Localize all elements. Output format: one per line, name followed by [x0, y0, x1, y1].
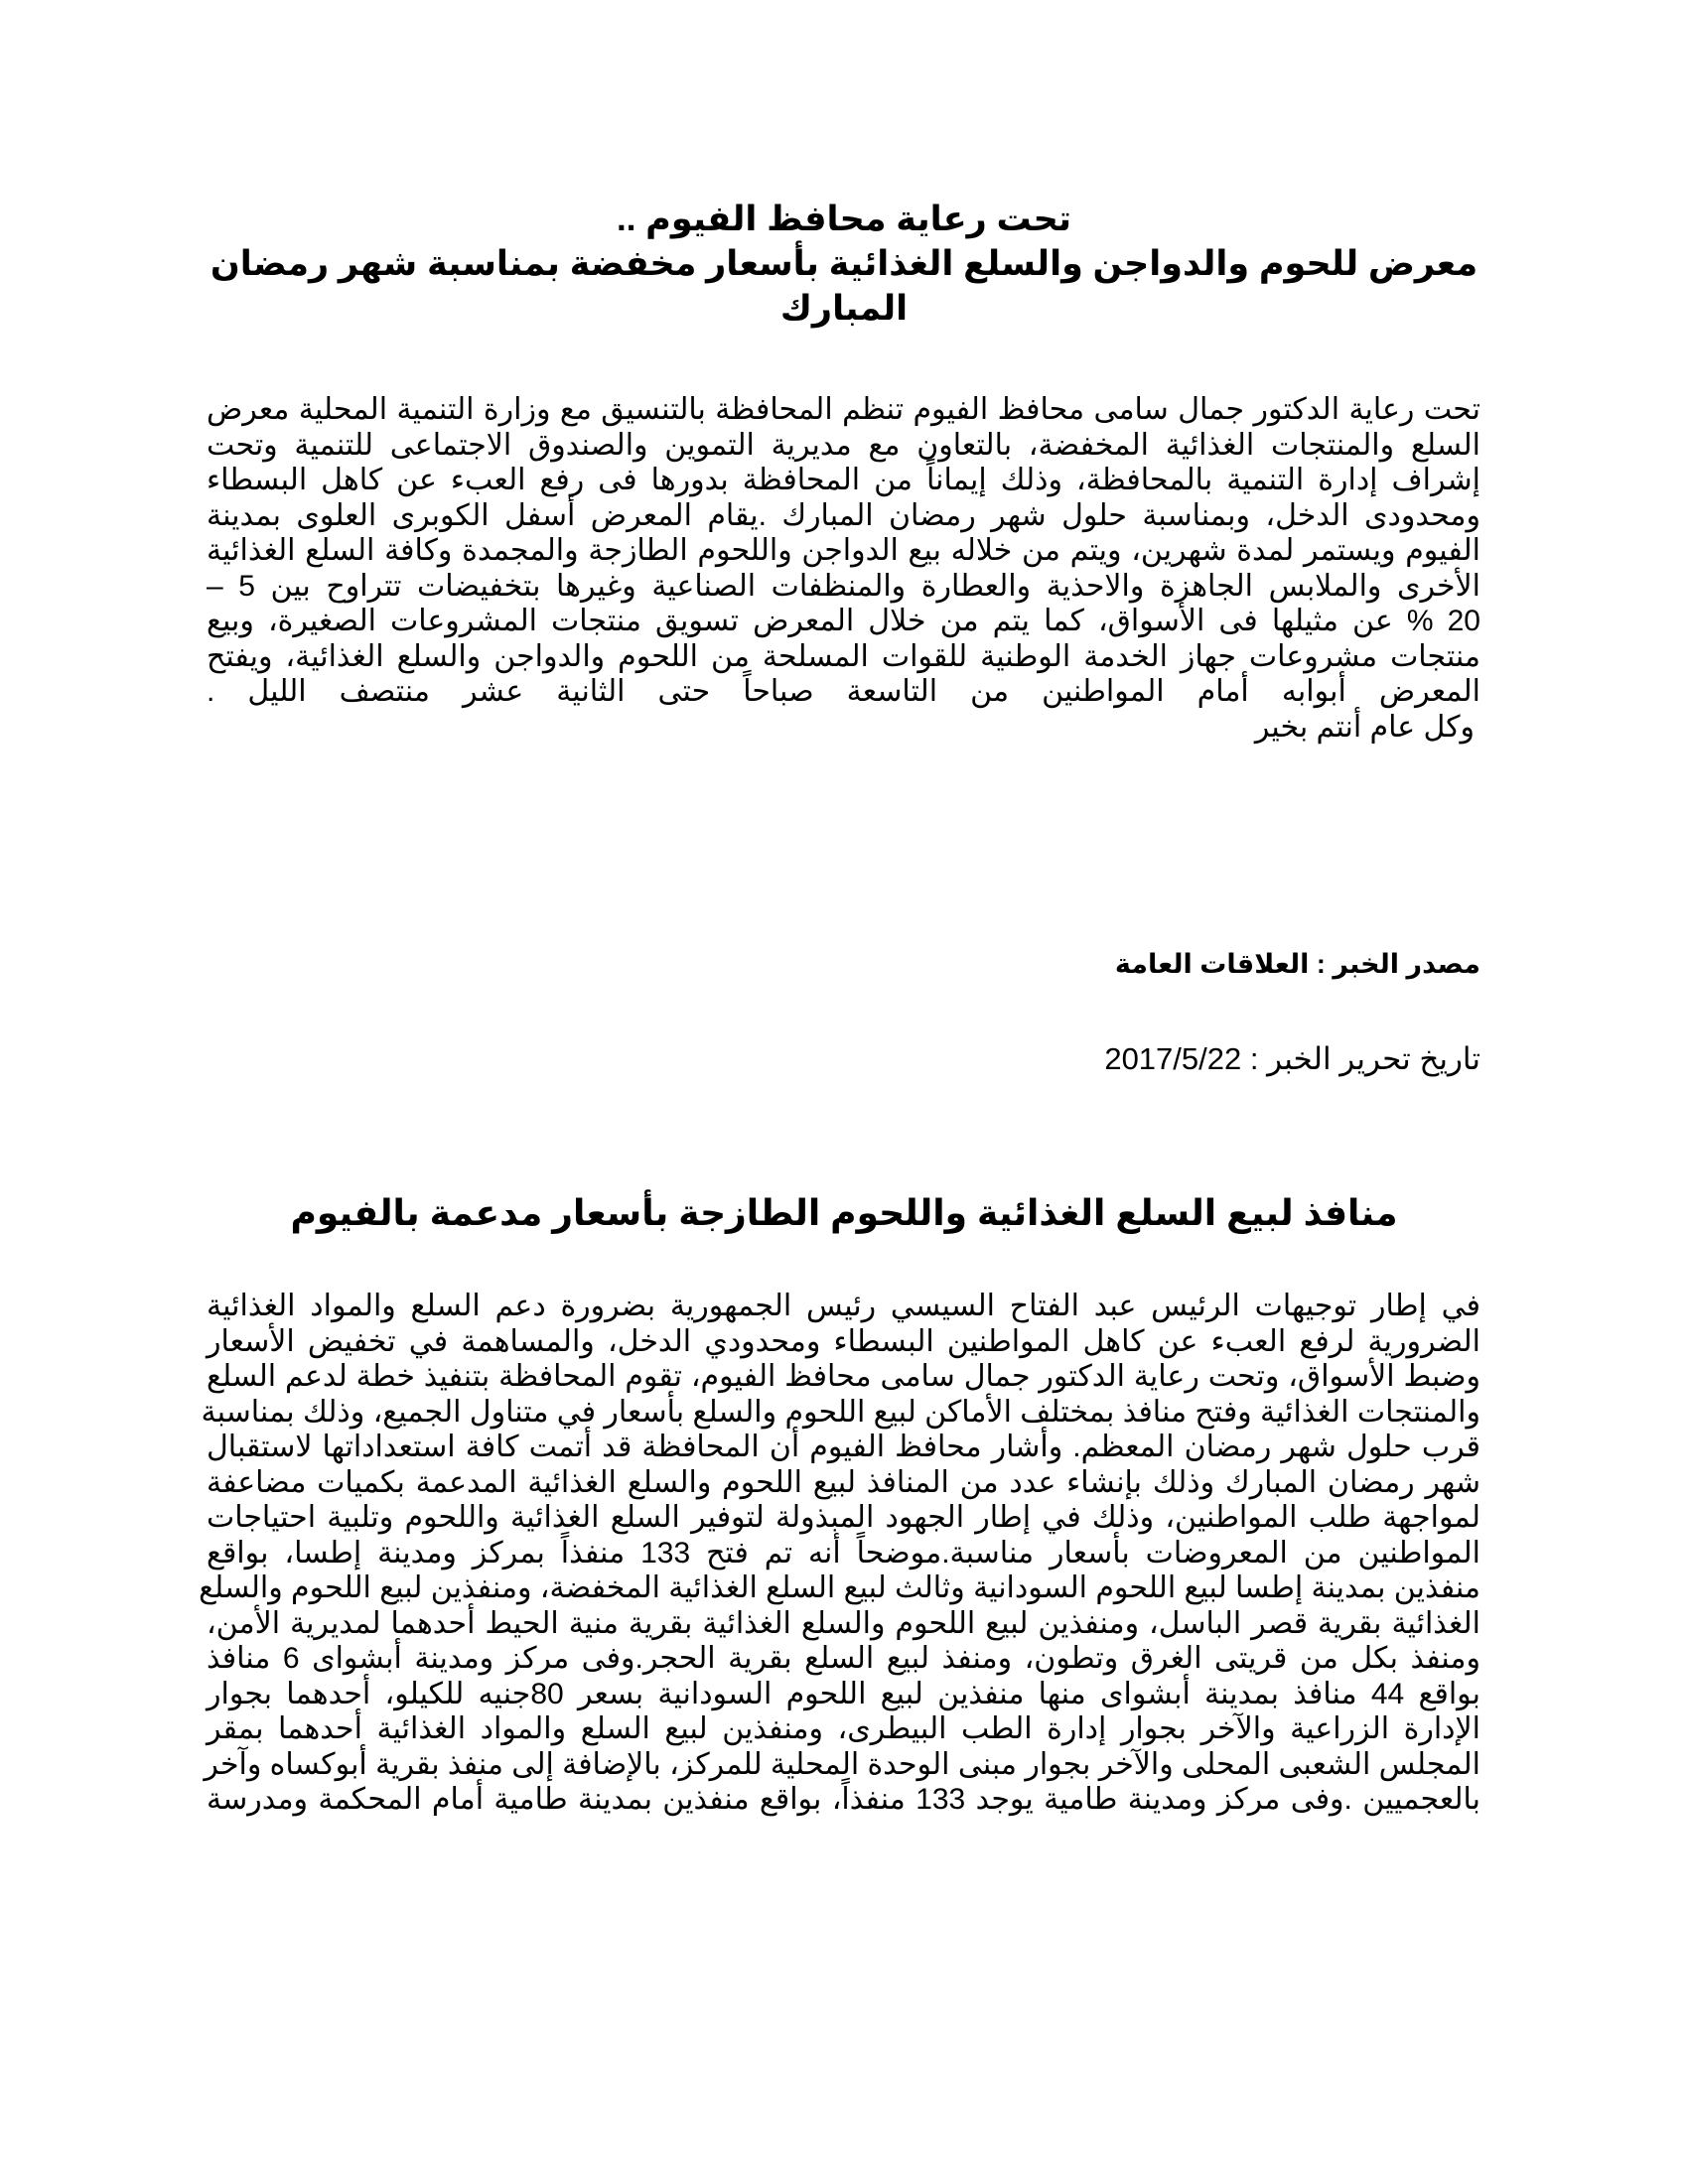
- article2-body-line: الغذائية بقرية قصر الباسل، ومنفذين لبيع اللحوم والسلع الغذائية بقرية منية الحيط أحدهما لمديرية الأمن،: [207, 1606, 1480, 1640]
- article1-body-line: المعرض أبوابه أمام المواطنين من التاسعة صباحاً حتى الثانية عشر منتصف الليل .: [207, 675, 1480, 708]
- article1-body-line: ومحدودى الدخل، وبمناسبة حلول شهر رمضان المبارك .يقام المعرض أسفل الكوبرى العلوى بمدينة: [207, 498, 1480, 532]
- article1-body-line: تحت رعاية الدكتور جمال سامى محافظ الفيوم تنظم المحافظة بالتنسيق مع وزارة التنمية المحلية معرض: [207, 393, 1480, 426]
- article1-body-line: 20 % عن مثيلها فى الأسواق، كما يتم من خلال المعرض تسويق منتجات المشروعات الصغيرة، وبيع: [207, 605, 1480, 637]
- article1-body-line: منتجات مشروعات جهاز الخدمة الوطنية للقوات المسلحة من اللحوم والدواجن والسلع الغذائية، ويفتح: [207, 639, 1480, 673]
- article1-source: مصدر الخبر : العلاقات العامة: [1114, 949, 1480, 979]
- article2-body-line: والمنتجات الغذائية وفتح منافذ بمختلف الأماكن لبيع اللحوم والسلع بأسعار في متناول الجميع، وذلك بمناسبة: [201, 1395, 1480, 1429]
- article1-closing-line: وكل عام أنتم بخير: [1254, 710, 1475, 744]
- article2-body-line: وضبط الأسواق، وتحت رعاية الدكتور جمال سامى محافظ الفيوم، تقوم المحافظة بتنفيذ خطة لدعم السلع: [207, 1360, 1480, 1393]
- article2-body-line: بالعجميين .وفى مركز ومدينة طامية يوجد 133 منفذاً، بواقع منفذين بمدينة طامية أمام المحكمة ومدرسة: [207, 1783, 1480, 1816]
- article2-body-line: لمواجهة طلب المواطنين، وذلك في إطار الجهود المبذولة لتوفير السلع الغذائية واللحوم وتلبية احتياجات: [207, 1501, 1480, 1534]
- article2-body-line: في إطار توجيهات الرئيس عبد الفتاح السيسي رئيس الجمهورية بضرورة دعم السلع والمواد الغذائية: [207, 1290, 1480, 1322]
- article2-body-line: شهر رمضان المبارك وذلك بإنشاء عدد من المنافذ لبيع اللحوم والسلع الغذائية المدعمة بكميات مضاعفة: [207, 1465, 1480, 1499]
- article2-body-line: المواطنين من المعروضات بأسعار مناسبة.موضحاً أنه تم فتح 133 منفذاً بمركز ومدينة إطسا، بواقع: [207, 1536, 1480, 1570]
- article2-body-line: قرب حلول شهر رمضان المعظم. وأشار محافظ الفيوم أن المحافظة قد أتمت كافة استعداداتها لاستقبال: [207, 1431, 1480, 1463]
- article1-title-line-3: المبارك: [779, 289, 909, 328]
- article1-title-line-2: معرض للحوم والدواجن والسلع الغذائية بأسعار مخفضة بمناسبة شهر رمضان: [210, 244, 1478, 283]
- article1-body: [207, 392, 1480, 745]
- article1-date: تاريخ تحرير الخبر : 2017/5/22: [1104, 1041, 1480, 1076]
- article2-body-line: الإدارة الزراعية والآخر بجوار إدارة الطب البيطرى، ومنفذين لبيع السلع والمواد الغذائية أحدهما بمقر: [207, 1712, 1480, 1745]
- article1-body-line: الأخرى والملابس الجاهزة والاحذية والعطارة والمنظفات الصناعية وغيرها بتخفيضات تتراوح بين 5 –: [207, 569, 1480, 603]
- article2-body-line: الضرورية لرفع العبء عن كاهل المواطنين البسطاء ومحدودي الدخل، والمساهمة في تخفيض الأسعار: [207, 1324, 1480, 1358]
- article2-body-line: المجلس الشعبى المحلى والآخر بجوار مبنى الوحدة المحلية للمركز، بالإضافة إلى منفذ بقرية أبوكساه وآخر: [204, 1747, 1480, 1781]
- article1-body-line: الفيوم ويستمر لمدة شهرين، ويتم من خلاله بيع الدواجن واللحوم الطازجة والمجمدة وكافة السلع الغذائية: [207, 534, 1480, 567]
- article2-body-line: ومنفذ بكل من قريتى الغرق وتطون، ومنفذ لبيع السلع بقرية الحجر.وفى مركز ومدينة أبشواى 6 منافذ: [207, 1642, 1480, 1675]
- article1-title-line-1: تحت رعاية محافظ الفيوم ..: [617, 200, 1071, 238]
- article1-body-line: إشراف إدارة التنمية بالمحافظة، وذلك إيماناً من المحافظة بدورها فى رفع العبء عن كاهل البسطاء: [207, 464, 1480, 496]
- article2-body-line: بواقع 44 منافذ بمدينة أبشواى منها منفذين لبيع اللحوم السودانية بسعر 80جنيه للكيلو، أحدهما بجوار: [207, 1677, 1481, 1710]
- article2-body: [199, 1289, 1481, 1818]
- article1-body-line: السلع والمنتجات الغذائية المخفضة، بالتعاون مع مديرية التموين والصندوق الاجتماعى للتنمية وتحت: [207, 428, 1480, 462]
- article1-title: [199, 197, 1489, 331]
- article2-title: منافذ لبيع السلع الغذائية واللحوم الطازجة بأسعار مدعمة بالفيوم: [290, 1192, 1398, 1233]
- article2-body-line: منفذين بمدينة إطسا لبيع اللحوم السودانية وثالث لبيع السلع الغذائية المخفضة، ومنفذين لبيع اللحوم والسلع: [199, 1571, 1480, 1604]
